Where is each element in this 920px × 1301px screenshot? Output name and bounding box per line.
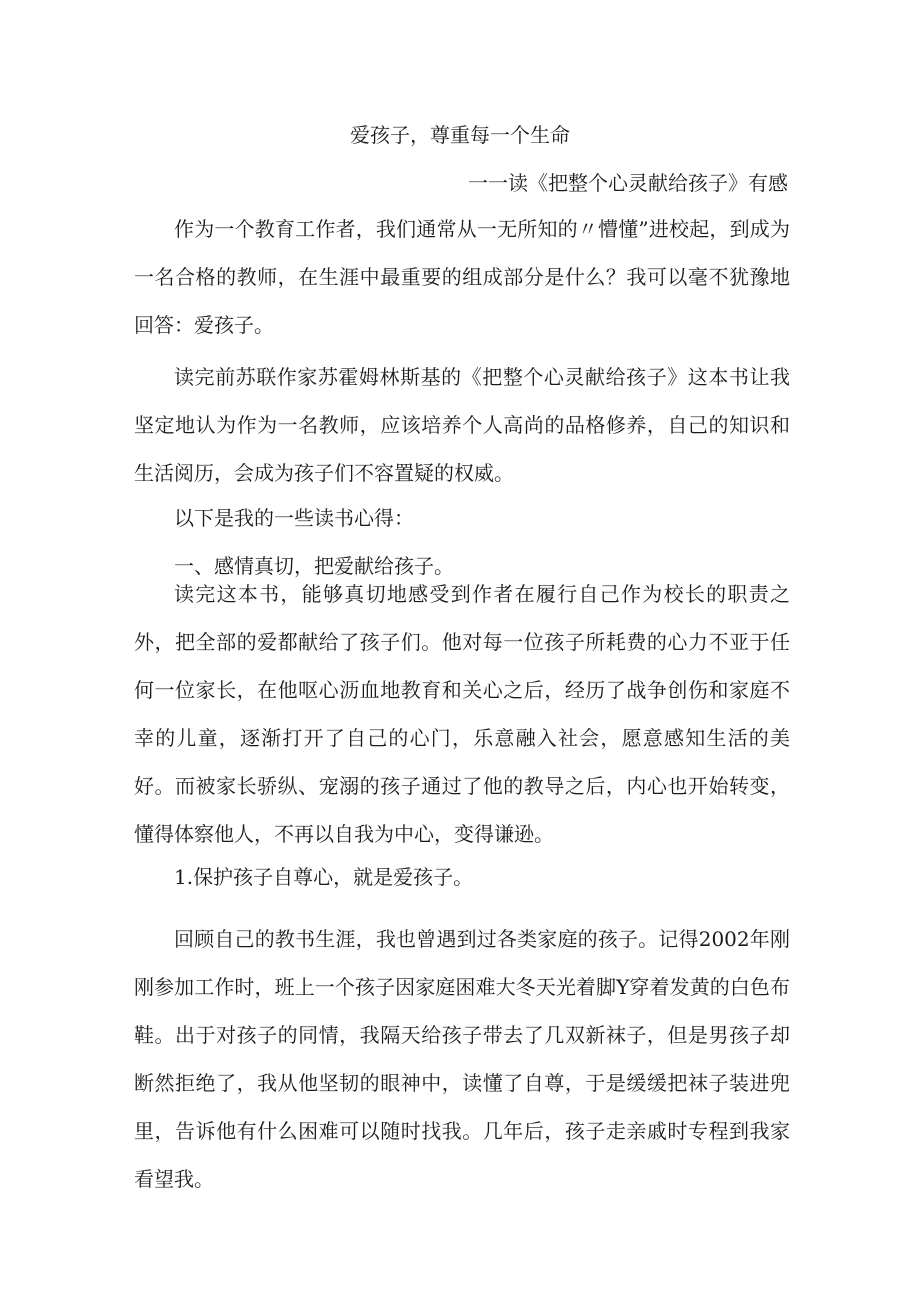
paragraph-notes-lead: 以下是我的一些读书心得： [174, 506, 414, 530]
paragraph-section-1: 读完这本书，能够真切地感受到作者在履行自己作为校长的职责之外，把全部的爱都献给了孩子们。他对每一位孩子所耗费的心力不亚于任何一位家长，在他呕心沥血地教育和关心之后，经历了战争创伤和家庭不幸的儿童，逐渐打开了自己的心门，乐意融入社会，愿意感知生活的美好。而被家长骄纵、宠溺的孩子通过了他的教导之后，内心也开始转变，懂得体察他人，不再以自我为中心，变得谦逊。 [134, 582, 790, 846]
paragraph-book-reading: 读完前苏联作家苏霍姆林斯基的《把整个心灵献给孩子》这本书让我坚定地认为作为一名教师，应该培养个人高尚的品格修养，自己的知识和生活阅历，会成为孩子们不容置疑的权威。 [134, 365, 790, 485]
document-title: 爱孩子，尊重每一个生命 [350, 123, 570, 147]
paragraph-intro: 作为一个教育工作者，我们通常从一无所知的〃懵懂”进校起，到成为一名合格的教师，在生涯中最重要的组成部分是什么？我可以毫不犹豫地回答：爱孩子。 [134, 217, 790, 337]
section-heading-1: 一、感情真切，把爱献给孩子。 [174, 554, 454, 578]
paragraph-recollection: 回顾自己的教书生涯，我也曾遇到过各类家庭的孩子。记得2002年刚刚参加工作时，班上一个孩子因家庭困难大冬天光着脚Y穿着发黄的白色布鞋。出于对孩子的同情，我隔天给孩子带去了几双新袜子，但是男孩子却断然拒绝了，我从他坚韧的眼神中，读懂了自尊，于是缓缓把袜子装进兜里，告诉他有什么困难可以随时找我。几年后，孩子走亲戚时专程到我家看望我。 [134, 927, 790, 1191]
subsection-heading-1: 1.保护孩子自尊心，就是爱孩子。 [174, 865, 474, 889]
document-subtitle: 一一读《把整个心灵献给孩子》有感 [468, 171, 788, 195]
